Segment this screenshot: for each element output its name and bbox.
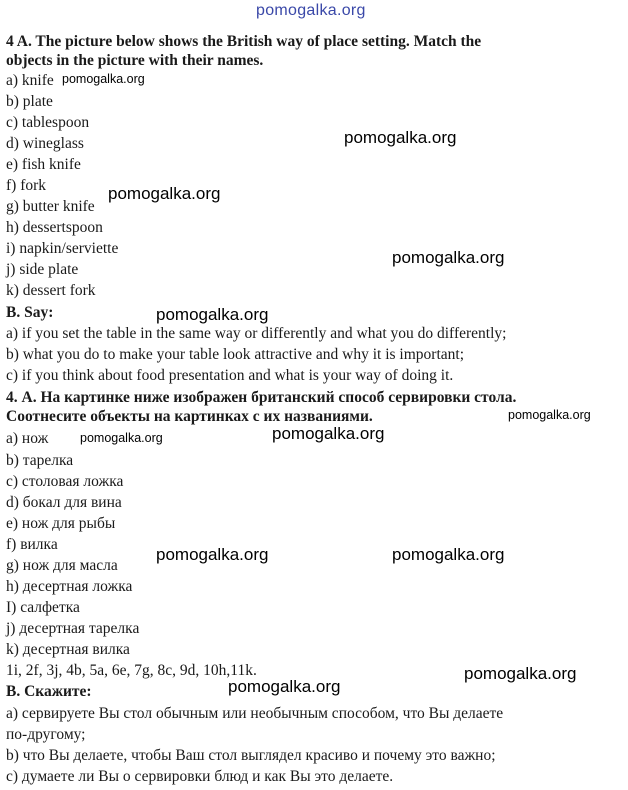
- list-item: f) fork: [6, 177, 47, 194]
- task-b-heading-en: B. Say:: [6, 304, 54, 321]
- list-item: b) тарелка: [6, 452, 74, 469]
- answer-key: 1i, 2f, 3j, 4b, 5a, 6e, 7g, 8c, 9d, 10h,11k.: [6, 662, 257, 679]
- list-item: k) десертная вилка: [6, 641, 130, 658]
- list-item: h) dessertspoon: [6, 219, 103, 236]
- list-item: j) side plate: [6, 261, 79, 278]
- task-b-heading-ru: В. Скажите:: [6, 683, 92, 700]
- say-item: с) думаете ли Вы о сервировки блюд и как Вы это делаете.: [6, 768, 394, 785]
- watermark: pomogalka.org: [464, 664, 577, 683]
- list-item: c) столовая ложка: [6, 473, 124, 490]
- list-item: e) fish knife: [6, 156, 81, 173]
- list-item: g) нож для масла: [6, 557, 118, 574]
- list-item: h) десертная ложка: [6, 578, 133, 595]
- watermark: pomogalka.org: [508, 408, 591, 422]
- list-item: j) десертная тарелка: [6, 620, 140, 637]
- watermark: pomogalka.org: [344, 128, 457, 147]
- watermark: pomogalka.org: [392, 248, 505, 267]
- watermark: pomogalka.org: [272, 424, 385, 443]
- task-a-heading-ru-line1: 4. А. На картинке ниже изображен британский способ сервировки стола.: [6, 389, 517, 406]
- list-item: k) dessert fork: [6, 282, 96, 299]
- list-item: d) wineglass: [6, 135, 84, 152]
- watermark: pomogalka.org: [108, 184, 221, 203]
- task-a-heading-ru-line2: Соотнесите объекты на картинках с их названиями.: [6, 408, 373, 425]
- say-item: b) что Вы делаете, чтобы Ваш стол выглядел красиво и почему это важно;: [6, 747, 496, 764]
- list-item: g) butter knife: [6, 198, 95, 215]
- say-item: а) сервируете Вы стол обычным или необычным способом, что Вы делаете: [6, 705, 504, 722]
- list-item: c) tablespoon: [6, 114, 90, 131]
- list-item: e) нож для рыбы: [6, 515, 116, 532]
- task-a-heading-en-line1: 4 A. The picture below shows the British way of place setting. Match the: [6, 33, 482, 50]
- watermark: pomogalka.org: [392, 545, 505, 564]
- list-item: a) нож: [6, 430, 49, 447]
- watermark: pomogalka.org: [80, 431, 163, 445]
- list-item: i) napkin/serviette: [6, 240, 119, 257]
- say-item: c) if you think about food presentation and what is your way of doing it.: [6, 367, 454, 384]
- list-item: b) plate: [6, 93, 53, 110]
- list-item: f) вилка: [6, 536, 58, 553]
- watermark: pomogalka.org: [156, 545, 269, 564]
- list-item: d) бокал для вина: [6, 494, 122, 511]
- say-item: a) if you set the table in the same way or differently and what you do differently;: [6, 325, 507, 342]
- list-item: a) knife: [6, 72, 54, 89]
- watermark: pomogalka.org: [156, 305, 269, 324]
- say-item: по-другому;: [6, 726, 86, 743]
- watermark: pomogalka.org: [62, 72, 145, 86]
- watermark-top: pomogalka.org: [256, 2, 366, 19]
- task-a-heading-en-line2: objects in the picture with their names.: [6, 52, 264, 69]
- list-item: I) салфетка: [6, 599, 80, 616]
- watermark: pomogalka.org: [228, 677, 341, 696]
- say-item: b) what you do to make your table look attractive and why it is important;: [6, 346, 465, 363]
